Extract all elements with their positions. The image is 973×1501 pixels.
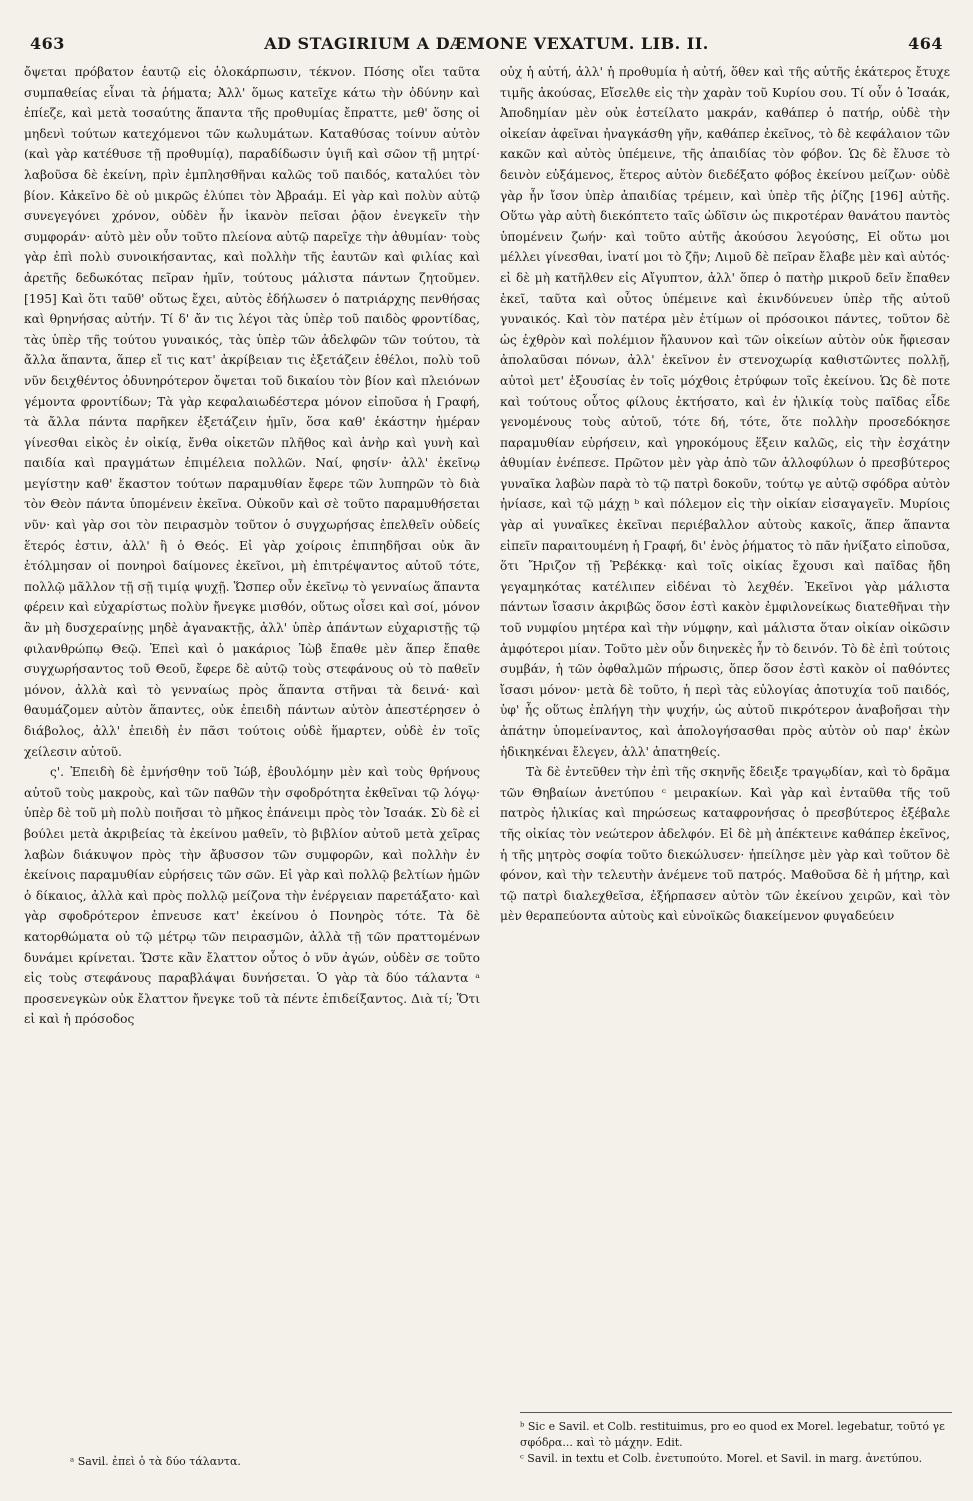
running-header — [30, 34, 943, 56]
footnote-b: ᵇ Sic e Savil. et Colb. restituimus, pro eo quod ex Morel. legebatur, τοῦτό γε σφόδρα... καὶ τὸ μάχην. Edit. — [520, 1420, 945, 1449]
right-paragraph-2: Τὰ δὲ ἐντεῦθεν τὴν ἐπὶ τῆς σκηνῆς ἔδειξε τραγῳδίαν, καὶ τὸ δρᾶμα τῶν Θηβαίων ἀνετύπου ᶜ μειρακίων. Καὶ γὰρ καὶ ἐνταῦθα τῆς τοῦ πατρὸς ἡλικίας καὶ πηρώσεως καταφρονήσας ὁ πρεσβύτερος ἐξέβαλε τῆς οἰκίας τὸν νεώτερον ἀδελφόν. Εἰ δὲ μὴ ἀπέκτεινε καθάπερ ἐκεῖνος, ἡ τῆς μητρὸς σοφία τοῦτο διεκώλυσεν· ἠπείλησε μὲν γὰρ καὶ τοῦτον δὲ φόνον, καὶ τὴν τελευτὴν ἀνέμενε τοῦ πατρός. Μαθοῦσα δὲ ἡ μήτηρ, καὶ τῷ πατρὶ διαλεχθεῖσα, ἐξήρπασεν αὐτὸν τῶν ἐκείνου χειρῶν, καὶ τὸν μὲν θεραπεύοντα αὐτοὺς καὶ εὐνοϊκῶς διακείμενον φυγαδεύειν — [500, 765, 950, 924]
footnote-a: ᵃ Savil. ἐπεὶ ὁ τὰ δύο τάλαντα. — [70, 1455, 241, 1468]
footnotes-right — [520, 1412, 952, 1467]
footnote-c: ᶜ Savil. in textu et Colb. ἐνετυπούτο. Morel. et Savil. in marg. ἀνετύπου. — [520, 1452, 923, 1465]
right-column — [500, 62, 950, 927]
left-column — [24, 62, 480, 1030]
right-paragraph-1: οὐχ ἡ αὐτή, ἀλλ' ἡ προθυμία ἡ αὐτή, ὅθεν καὶ τῆς αὐτῆς ἑκάτερος ἔτυχε τιμῆς ἀκούσας, Εἴσελθε εἰς τὴν χαρὰν τοῦ Κυρίου σου. Τί οὖν ὁ Ἰσαάκ, Ἀποδημίαν μὲν οὐκ ἐστείλατο μακράν, καθάπερ ὁ πατήρ, οὐδὲ τὴν οἰκείαν ἀφεῖναι ἠναγκάσθη γῆν, καθάπερ ἐκεῖνος, τὸ δὲ κεφάλαιον τῶν κακῶν καὶ αὐτὸς ὑπέμεινε, τῆς ἀπαιδίας τὸν φόβον. Ὡς δὲ ἔλυσε τὸ δεινὸν εὐξάμενος, ἕτερος αὐτὸν διεδέξατο φόβος ἐκείνου μείζων· οὐδὲ γὰρ ἦν ἴσον ὑπὲρ ἀπαιδίας τρέμειν, καὶ ὑπὲρ τῆς ῥίζης [196] αὐτῆς. Οὕτω γὰρ αὐτὴ διεκόπτετο ταῖς ὠδῖσιν ὡς πικροτέραν θανάτου παντὸς ὑπομένειν ζωήν· καὶ τοῦτο αὐτῆς ἀκούσου λεγούσης, Εἰ οὕτω μοι μέλλει γίνεσθαι, ἱνατί μοι τὸ ζῆν; Λιμοῦ δὲ πεῖραν ἔλαβε μὲν καὶ αὐτός· εἰ δὲ μὴ κατῆλθεν εἰς Αἴγυπτον, ἀλλ' ὅπερ ὁ πατὴρ μικροῦ δεῖν ἔπαθεν ἐκεῖ, ταῦτα καὶ οὗτος ὑπέμεινε καὶ ἐκινδύνευεν ὑπὲρ τῆς αὐτοῦ γυναικός. Καὶ τὸν πατέρα μὲν ἐτίμων οἱ πρόσοικοι πάντες, τοῦτον δὲ ὡς ἐχθρὸν καὶ πολέμιον ἤλαυνον καὶ τῶν οἰκείων αὐτὸν οὐκ ἤφιεσαν ἀπολαῦσαι πόνων, ἀλλ' ἐκεῖνον ἐν στενοχωρίᾳ καθιστῶντες πολλῇ, αὐτοὶ μετ' ἐξουσίας ἐν τοῖς μόχθοις ἐτρύφων τοῖς ἐκείνου. Ὡς δὲ ποτε καὶ τούτους οὗτος φίλους ἐκτήσατο, καὶ ἐν ἡλικίᾳ τοὺς παῖδας εἶδε γενομένους τοὺς αὐτοῦ, τότε δή, τότε, ὅτε πολλὴν προσεδόκησε παραμυθίαν εὑρήσειν, καὶ γηροκόμους ἕξειν καλῶς, εἰς τὴν ἐσχάτην ἀθυμίαν ἐνέπεσε. Πρῶτον μὲν γὰρ ἀπὸ τῶν ἀλλοφύλων ὁ πρεσβύτερος γυναῖκα λαβὼν παρὰ τὸ τῷ πατρὶ δοκοῦν, τούτῳ γε αὐτῷ σφόδρα αὐτὸν ἠνίασε, καὶ τῷ μάχῃ ᵇ καὶ πόλεμον εἰς τὴν οἰκίαν εἰσαγαγεῖν. Μυρίοις γὰρ αἱ γυναῖκες ἐκεῖναι περιέβαλλον αὐτοὺς κακοῖς, ἅπερ ἅπαντα εἰπεῖν παραιτουμένη ἡ Γραφή, δι' ἑνὸς ῥήματος τὸ πᾶν ἠνίξατο εἰποῦσα, ὅτι Ἤριζον τῇ Ῥεβέκκᾳ· καὶ τοῖς οἰκίας ἔχουσι καὶ παῖδας ἤδη γεγαμηκότας κατέλιπεν εἰδέναι τὸ λεχθέν. Ἐκεῖνοι γὰρ μάλιστα πάντων ἴσασιν ἀκριβῶς ὅσον ἐστὶ κακὸν ἐμφιλονείκως διατεθῆναι τὴν τοῦ νυμφίου μητέρα καὶ τὴν νύμφην, καὶ μάλιστα ὅταν οἰκίαν οἰκῶσιν ἀμφότεροι μίαν. Τοῦτο μὲν οὖν διηνεκὲς ἦν τὸ δεινόν. Τὸ δὲ ἐπὶ τούτοις συμβάν, ἡ τῶν ὀφθαλμῶν πήρωσις, ὅπερ ὅσον ἐστὶ κακὸν οἱ παθόντες ἴσασι μόνον· μετὰ δὲ τοῦτο, ἡ περὶ τὰς εὐλογίας ἀποτυχία τοῦ παιδός, ὑφ' ἧς οὕτως ἐπλήγη τὴν ψυχήν, ὡς αὐτοῦ πικρότερον ἀναβοῆσαι τὴν ἀπάτην ὑπομείναντος, καὶ ἀπολογήσασθαι πρὸς αὐτὸν οὐ παρ' ἑκὼν ἠδικηκέναι ἔλεγεν, ἀλλ' ἀπατηθείς. — [500, 65, 950, 759]
left-paragraph-1: ὄψεται πρόβατον ἑαυτῷ εἰς ὁλοκάρπωσιν, τέκνον. Πόσης οἴει ταῦτα συμπαθείας εἶναι τὰ ῥήματα; Ἀλλ' ὅμως κατεῖχε κάτω τὴν ὀδύνην καὶ ἐπίεζε, καὶ μετὰ τοσαύτης ἅπαντα τῆς προθυμίας ἔπραττε, μεθ' ὅσης οἱ μηδενὶ τούτων κατεχόμενοι τῶν κωλυμάτων. Καταθύσας τοίνυν αὐτὸν (καὶ γὰρ κατέθυσε τῇ προθυμίᾳ), παραδίδωσιν ὑγιῆ καὶ σῶον τῇ μητρί· λαβοῦσα δὲ ἐκείνη, πρὶν ἐμπλησθῆναι καλῶς τοῦ παιδός, καταλύει τὸν βίον. Κἀκεῖνο δὲ οὐ μικρῶς ἐλύπει τὸν Ἀβραάμ. Εἰ γὰρ καὶ πολὺν αὐτῷ συνεγεγόνει χρόνον, οὐδὲν ἦν ἱκανὸν πεῖσαι ῥᾷον ἐνεγκεῖν τὴν συμφοράν· αὐτὸ μὲν οὖν τοῦτο πλείονα αὐτῷ παρεῖχε τὴν ἀθυμίαν· τοὺς γὰρ ἐπὶ πολὺ συνοικήσαντας, καὶ πολλὴν τῆς ἑαυτῶν καὶ φιλίας καὶ ἀρετῆς δεδωκότας πεῖραν ἡμῖν, τούτους μάλιστα πάντων ζητοῦμεν. [195] Καὶ ὅτι ταῦθ' οὕτως ἔχει, αὐτὸς ἐδήλωσεν ὁ πατριάρχης πενθήσας καὶ θρηνήσας αὐτήν. Τί δ' ἄν τις λέγοι τὰς ὑπὲρ τοῦ παιδὸς φροντίδας, τὰς ὑπὲρ τῆς τούτου γυναικός, τὰς ὑπὲρ τῶν ἀδελφῶν τῶν τούτου, τὰ ἄλλα ἅπαντα, ἅπερ εἴ τις κατ' ἀκρίβειαν τις ἐξετάζειν ἐθέλοι, πολὺ τοῦ νῦν δειχθέντος ὀδυνηρότερον ὄψεται τοῦ δικαίου τὸν βίον καὶ πλειόνων γέμοντα φροντίδων; Τὰ γὰρ κεφαλαιωδέστερα μόνον εἰποῦσα ἡ Γραφή, τὰ ἄλλα πάντα παρῆκεν ἐξετάζειν ἡμῖν, ὅσα καθ' ἑκάστην ἡμέραν γίνεσθαι εἰκὸς ἐν οἰκίᾳ, ἔνθα οἰκετῶν πλῆθος καὶ ἀνὴρ καὶ γυνὴ καὶ παιδία καὶ πραγμάτων ἐπιμέλεια πολλῶν. Ναί, φησίν· ἀλλ' ἐκεῖνῳ μεγίστην καθ' ἕκαστον τούτων παραμυθίαν ἔφερε τῶν λυπηρῶν τὸ διὰ τὸν Θεὸν πάντα ὑπομένειν ἐκεῖνα. Οὐκοῦν καὶ σὲ τοῦτο παραμυθήσεται νῦν· καὶ γὰρ σοι τὸν πειρασμὸν τοῦτον ὁ συγχωρήσας ἐπελθεῖν οὐδείς ἕτερός ἐστιν, ἀλλ' ἢ ὁ Θεός. Εἰ γὰρ χοίροις ἐπιπηδῆσαι οὐκ ἂν ἐτόλμησαν οἱ πονηροὶ δαίμονες ἐκεῖνοι, μὴ ἐπιτρέψαντος αὐτοῦ τότε, πολλῷ μᾶλλον τῇ σῇ τιμίᾳ ψυχῇ. Ὥσπερ οὖν ἐκεῖνῳ τὸ γενναίως ἅπαντα φέρειν καὶ εὐχαρίστως πολὺν ἤνεγκε μισθόν, οὕτως οἶσει καὶ σοί, μόνον ἂν μὴ δυσχεραίνῃς μηδὲ ἀγανακτῇς, ἀλλ' ὑπὲρ ἁπάντων εὐχαριστῇς τῷ φιλανθρώπῳ Θεῷ. Ἐπεὶ καὶ ὁ μακάριος Ἰὼβ ἔπαθε μὲν ἅπερ ἔπαθε συγχωρήσαντος τοῦ Θεοῦ, ἔφερε δὲ αὐτῷ τοὺς στεφάνους οὐ τὸ παθεῖν μόνον, ἀλλὰ καὶ τὸ γενναίως πρὸς ἅπαντα στῆναι τὰ δεινά· καὶ θαυμάζομεν αὐτὸν ἅπαντες, οὐκ ἐπειδὴ πάντων αὐτὸν ἀπεστέρησεν ὁ διάβολος, ἀλλ' ἐπειδὴ ἐν πᾶσι τούτοις οὐδὲ ἥμαρτεν, οὐδὲ ἐν τοῖς χείλεσιν αὐτοῦ. — [24, 65, 480, 759]
page-number-right: 464 — [908, 34, 943, 53]
left-paragraph-2: ς'. Ἐπειδὴ δὲ ἐμνήσθην τοῦ Ἰώβ, ἐβουλόμην μὲν καὶ τοὺς θρήνους αὐτοῦ τοὺς μακροὺς, καὶ τῶν παθῶν τὴν σφοδρότητα ἐκθεῖναι τῷ λόγῳ· ὑπὲρ δὲ τοῦ μὴ πολὺ ποιῆσαι τὸ μῆκος ἐπάνειμι πρὸς τὸν Ἰσαάκ. Σὺ δὲ εἰ βούλει μετὰ ἀκριβείας τὰ ἐκείνου μαθεῖν, τὸ βιβλίον αὐτοῦ μετὰ χεῖρας λαβὼν διάκυψον πρὸς τὴν ἄβυσσον τῶν συμφορῶν, καὶ πολλὴν ἐν ἐκείνοις παραμυθίαν εὑρήσεις τῶν σῶν. Εἰ γὰρ καὶ πολλῷ βελτίων ἡμῶν ὁ δίκαιος, ἀλλὰ καὶ πρὸς πολλῷ μείζονα τὴν ἐνέργειαν παρετάξατο· καὶ γὰρ σφοδρότερον ἐπνευσε κατ' ἐκείνου ὁ Πονηρὸς τότε. Τὰ δὲ κατορθώματα οὐ τῷ μέτρῳ τῶν πειρασμῶν, ἀλλὰ τῇ τῶν πραττομένων δυνάμει κρίνεται. Ὥστε κἂν ἔλαττον οὗτος ὁ νῦν ἀγών, οὐδὲν σε τοῦτο εἰς τοὺς στεφάνους παραβλάψαι δυνήσεται. Ὁ γὰρ τὰ δύο τάλαντα ᵃ προσενεγκὼν οὐκ ἔλαττον ἤνεγκε τοῦ τὰ πέντε ἐπιδείξαντος. Διὰ τί; Ὅτι εἰ καὶ ἡ πρόσοδος — [24, 765, 480, 1027]
page-number-left: 463 — [30, 34, 65, 53]
running-title: AD STAGIRIUM A DÆMONE VEXATUM. LIB. II. — [264, 34, 709, 53]
